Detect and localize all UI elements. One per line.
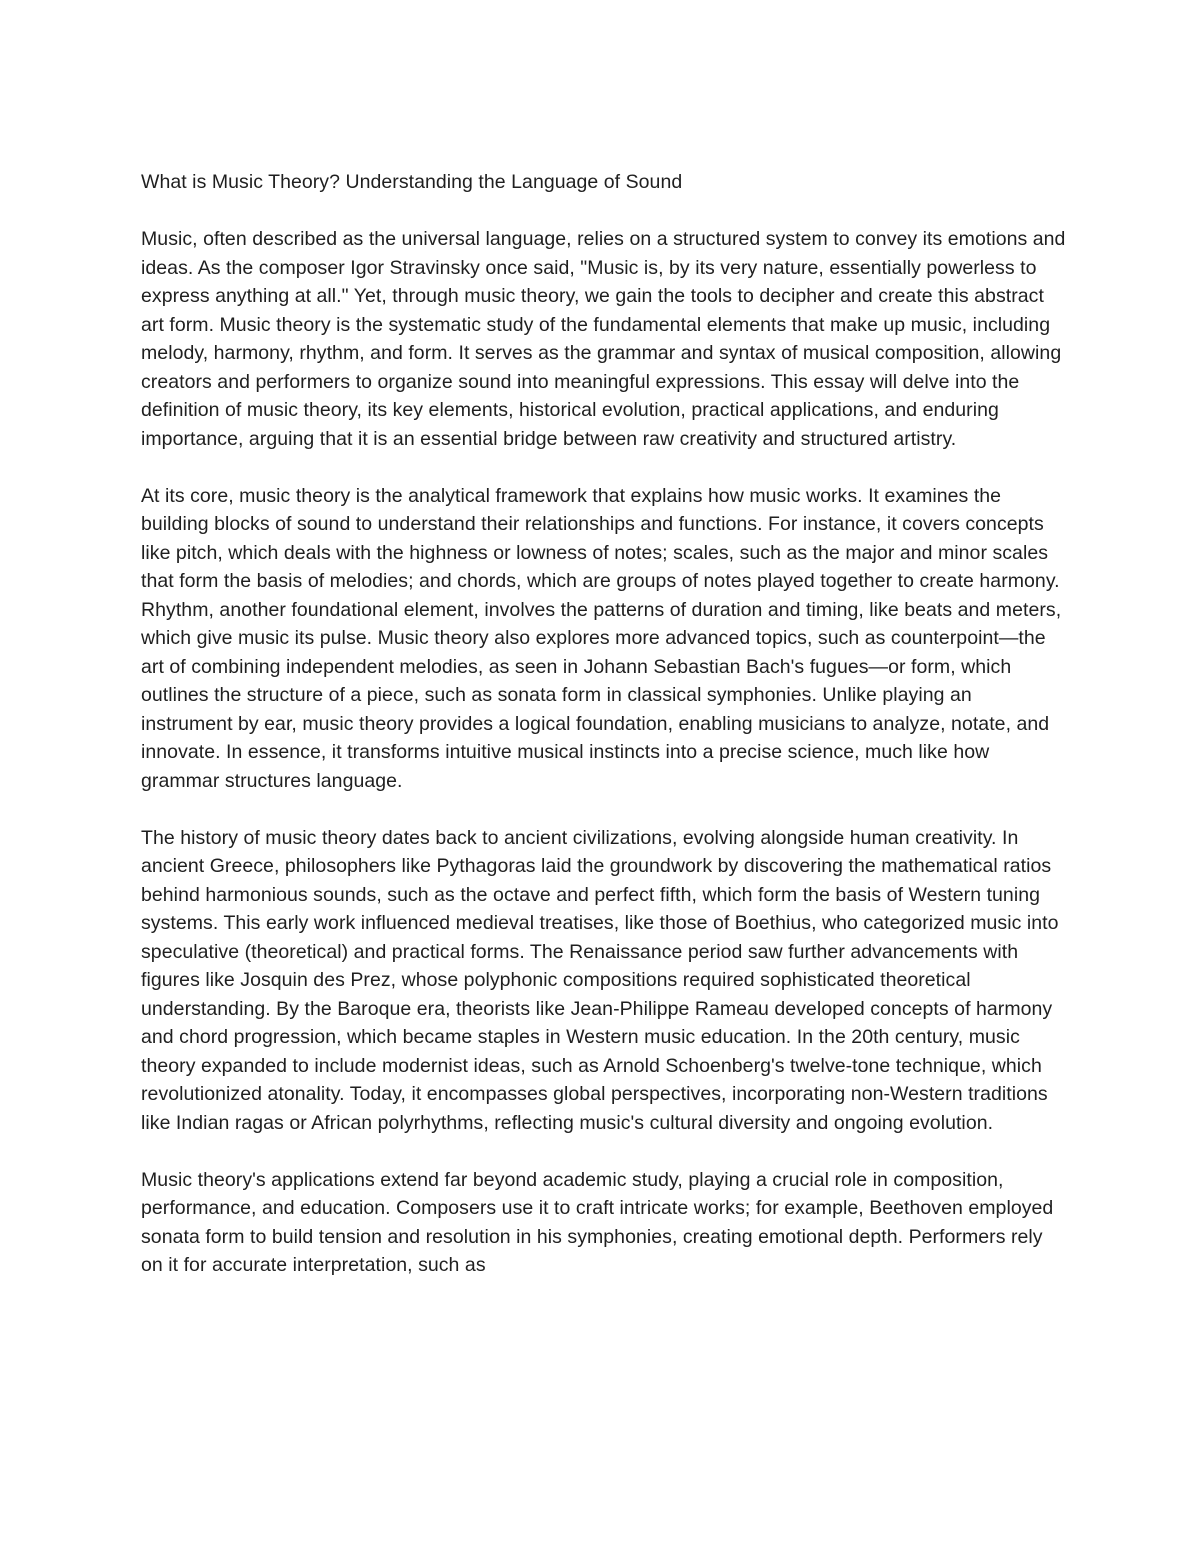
document-body — [141, 168, 1066, 1280]
paragraph-applications: Music theory's applications extend far beyond academic study, playing a crucial role in composition, performance, and education. Composers use it to craft intricate works; for example, Beethoven employed sonata form to build tension and resolution in his symphonies, creating emotional depth. Performers rely on it for accurate interpretation, such as — [141, 1168, 1054, 1276]
paragraph-definition: At its core, music theory is the analytical framework that explains how music works. It examines the building blocks of sound to understand their relationships and functions. For instance, it covers concepts like pitch, which deals with the highness or lowness of notes; scales, such as the major and minor scales that form the basis of melodies; and chords, which are groups of notes played together to create harmony. Rhythm, another foundational element, involves the patterns of duration and timing, like beats and meters, which give music its pulse. Music theory also explores more advanced topics, such as counterpoint—the art of combining independent melodies, as seen in Johann Sebastian Bach's fugues—or form, which outlines the structure of a piece, such as sonata form in classical symphonies. Unlike playing an instrument by ear, music theory provides a logical foundation, enabling musicians to analyze, notate, and innovate. In essence, it transforms intuitive musical instincts into a precise science, much like how grammar structures language. — [141, 484, 1062, 792]
document-title: What is Music Theory? Understanding the Language of Sound — [141, 171, 683, 193]
paragraph-history: The history of music theory dates back to ancient civilizations, evolving alongside human creativity. In ancient Greece, philosophers like Pythagoras laid the groundwork by discovering the mathematical ratios behind harmonious sounds, such as the octave and perfect fifth, which form the basis of Western tuning systems. This early work influenced medieval treatises, like those of Boethius, who categorized music into speculative (theoretical) and practical forms. The Renaissance period saw further advancements with figures like Josquin des Prez, whose polyphonic compositions required sophisticated theoretical understanding. By the Baroque era, theorists like Jean-Philippe Rameau developed concepts of harmony and chord progression, which became staples in Western music education. In the 20th century, music theory expanded to include modernist ideas, such as Arnold Schoenberg's twelve-tone technique, which revolutionized atonality. Today, it encompasses global perspectives, incorporating non-Western traditions like Indian ragas or African polyrhythms, reflecting music's cultural diversity and ongoing evolution. — [141, 826, 1059, 1134]
paragraph-introduction: Music, often described as the universal language, relies on a structured system to convey its emotions and ideas. As the composer Igor Stravinsky once said, "Music is, by its very nature, essentially powerless to express anything at all." Yet, through music theory, we gain the tools to decipher and create this abstract art form. Music theory is the systematic study of the fundamental elements that make up music, including melody, harmony, rhythm, and form. It serves as the grammar and syntax of musical composition, allowing creators and performers to organize sound into meaningful expressions. This essay will delve into the definition of music theory, its key elements, historical evolution, practical applications, and enduring importance, arguing that it is an essential bridge between raw creativity and structured artistry. — [141, 228, 1066, 450]
